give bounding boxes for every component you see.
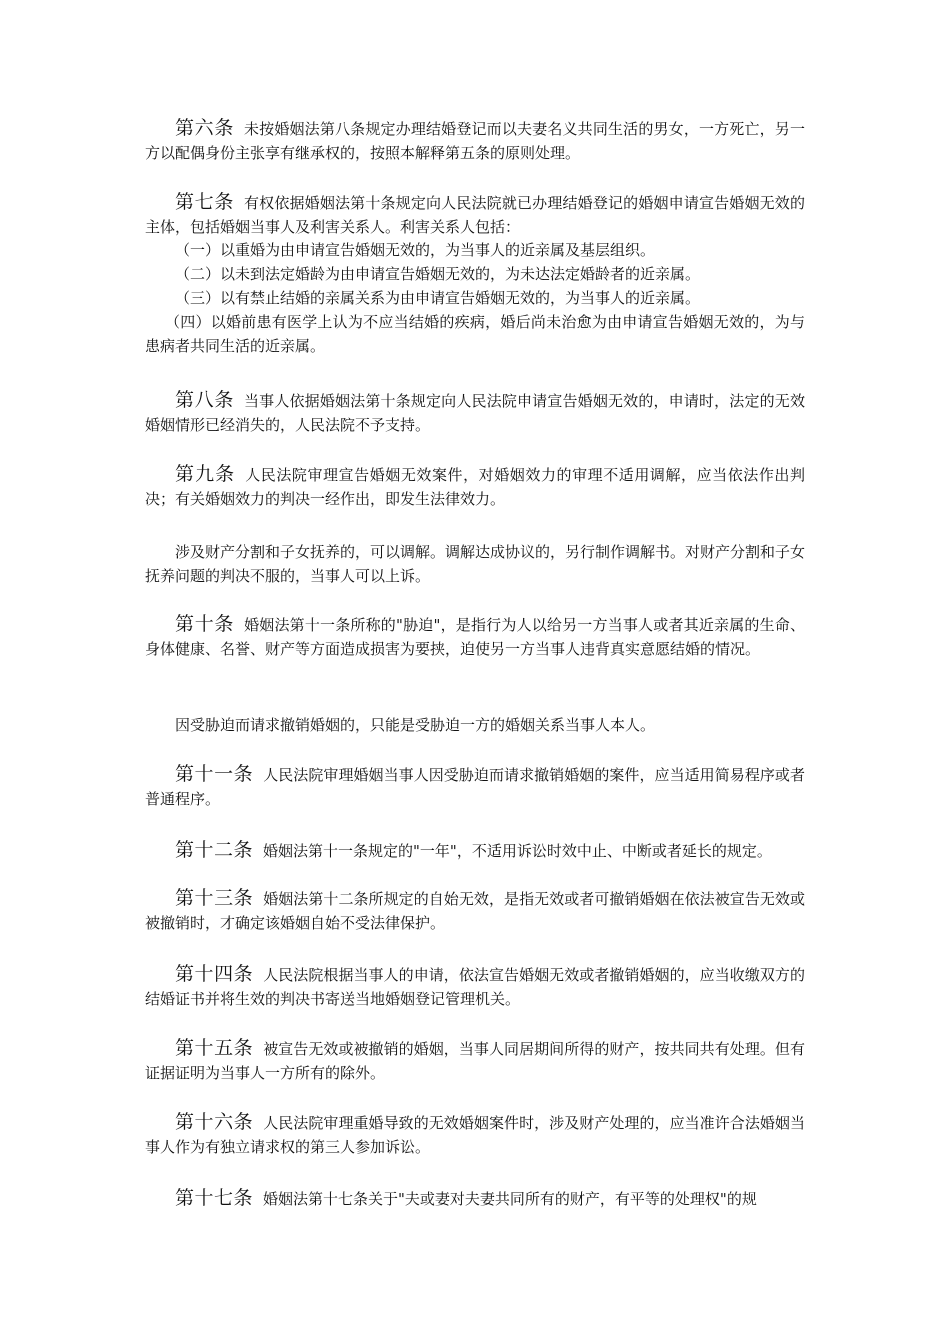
article-text: 人民法院审理婚姻当事人因受胁迫而请求撤销婚姻的案件，应当适用简易程序或者普通程序。	[145, 766, 805, 808]
article-text: 人民法院审理宣告婚姻无效案件，对婚姻效力的审理不适用调解，应当依法作出判决；有关婚姻效力的判决一经作出，即发生法律效力。	[145, 466, 805, 508]
article-title: 第十条	[175, 613, 235, 635]
article-title: 第十五条	[175, 1037, 254, 1059]
article-title: 第九条	[175, 463, 236, 485]
article-text: 婚姻法第十一条规定的"一年"，不适用诉讼时效中止、中断或者延长的规定。	[263, 842, 772, 860]
article-text: 婚姻法第十七条关于"夫或妻对夫妻共同所有的财产，有平等的处理权"的规	[263, 1190, 757, 1208]
article-10-paragraph-2	[145, 713, 805, 737]
article-16	[145, 1110, 805, 1159]
article-9-paragraph-2	[145, 540, 805, 588]
article-7-item-1: （一）以重婚为由申请宣告婚姻无效的，为当事人的近亲属及基层组织。	[175, 241, 656, 259]
article-title: 第七条	[175, 191, 234, 213]
article-title: 第十四条	[175, 963, 254, 985]
article-13	[145, 886, 805, 935]
article-11	[145, 762, 805, 811]
paragraph-text: 因受胁迫而请求撤销婚姻的，只能是受胁迫一方的婚姻关系当事人本人。	[175, 716, 656, 734]
article-14	[145, 962, 805, 1011]
article-7	[145, 190, 805, 239]
article-text: 被宣告无效或被撤销的婚姻，当事人同居期间所得的财产，按共同共有处理。但有证据证明为当事人一方所有的除外。	[145, 1040, 805, 1082]
article-text: 当事人依据婚姻法第十条规定向人民法院申请宣告婚姻无效的，申请时，法定的无效婚姻情形已经消失的，人民法院不予支持。	[145, 392, 805, 434]
article-9	[145, 462, 805, 511]
article-text: 人民法院根据当事人的申请，依法宣告婚姻无效或者撤销婚姻的，应当收缴双方的结婚证书并将生效的判决书寄送当地婚姻登记管理机关。	[145, 966, 805, 1008]
article-title: 第十六条	[175, 1111, 254, 1133]
article-title: 第八条	[175, 389, 234, 411]
article-text: 未按婚姻法第八条规定办理结婚登记而以夫妻名义共同生活的男女，一方死亡，另一方以配偶身份主张享有继承权的，按照本解释第五条的原则处理。	[145, 120, 805, 162]
article-12	[145, 838, 805, 863]
article-6	[145, 116, 805, 165]
article-7-item-2: （二）以未到法定婚龄为由申请宣告婚姻无效的，为未达法定婚龄者的近亲属。	[175, 265, 701, 283]
paragraph-text: 涉及财产分割和子女抚养的，可以调解。调解达成协议的，另行制作调解书。对财产分割和子女抚养问题的判决不服的，当事人可以上诉。	[145, 543, 806, 585]
article-7-item-3: （三）以有禁止结婚的亲属关系为由申请宣告婚姻无效的，为当事人的近亲属。	[175, 289, 701, 307]
article-title: 第六条	[175, 117, 234, 139]
article-8	[145, 388, 805, 437]
article-text: 人民法院审理重婚导致的无效婚姻案件时，涉及财产处理的，应当准许合法婚姻当事人作为有独立请求权的第三人参加诉讼。	[145, 1114, 805, 1156]
article-title: 第十二条	[175, 839, 254, 861]
article-text: 有权依据婚姻法第十条规定向人民法院就已办理结婚登记的婚姻申请宣告婚姻无效的主体，包括婚姻当事人及利害关系人。利害关系人包括：	[145, 194, 805, 236]
article-7-item-4: （四）以婚前患有医学上认为不应当结婚的疾病，婚后尚未治愈为由申请宣告婚姻无效的，为与患病者共同生活的近亲属。	[145, 313, 805, 355]
article-15	[145, 1036, 805, 1085]
article-title: 第十七条	[175, 1187, 254, 1209]
article-title: 第十一条	[175, 763, 254, 785]
article-text: 婚姻法第十二条所规定的自始无效，是指无效或者可撤销婚姻在依法被宣告无效或被撤销时，才确定该婚姻自始不受法律保护。	[145, 890, 805, 932]
article-17	[145, 1186, 805, 1211]
article-title: 第十三条	[175, 887, 254, 909]
article-10	[145, 612, 805, 661]
article-text: 婚姻法第十一条所称的"胁迫"，是指行为人以给另一方当事人或者其近亲属的生命、身体健康、名誉、财产等方面造成损害为要挟，迫使另一方当事人违背真实意愿结婚的情况。	[145, 616, 805, 658]
